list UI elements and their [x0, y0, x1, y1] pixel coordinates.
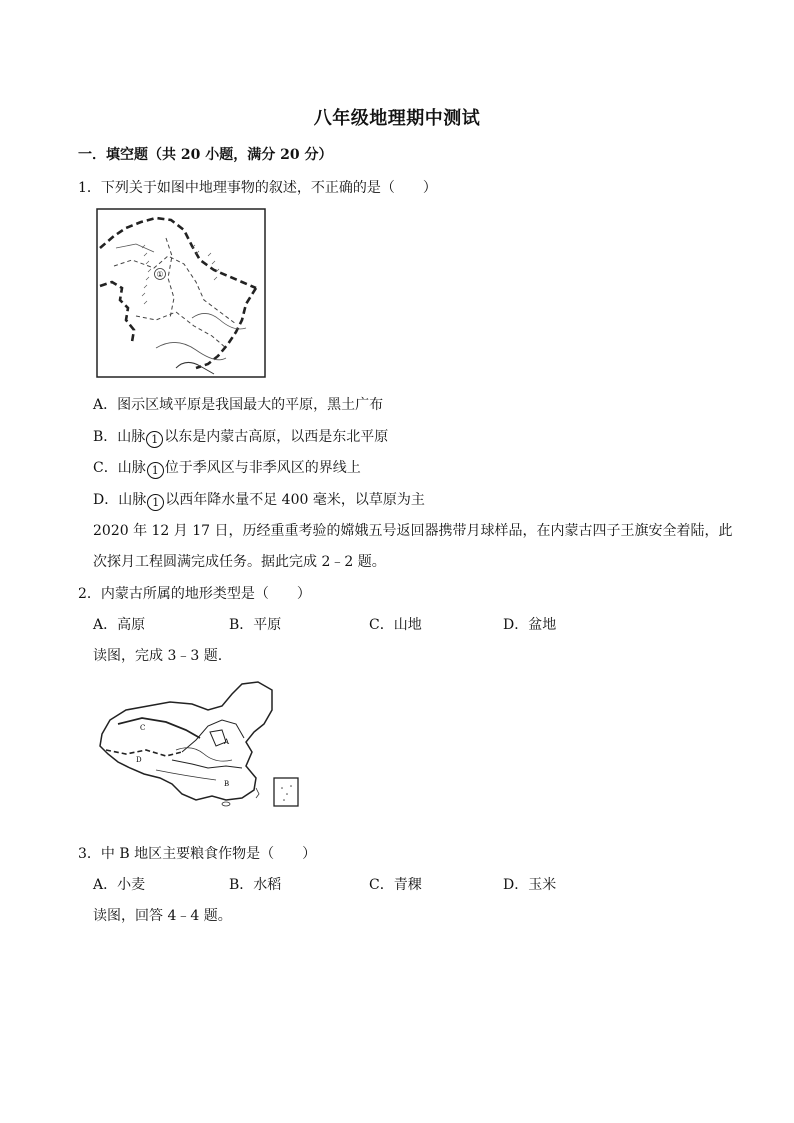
q1-option-b-text: 以东是内蒙古高原，以西是东北平原	[164, 429, 389, 445]
map2-label-a: A	[224, 738, 230, 746]
q1-option-b-prefix: B．山脉	[93, 429, 146, 445]
q2-option-d[interactable]: D．盆地	[503, 617, 557, 633]
china-regions-map	[96, 680, 308, 810]
northeast-china-map	[96, 208, 266, 378]
circled-number-1: 1	[146, 431, 163, 448]
read-map-instruction-3: 读图，完成 3﹣3 题.	[93, 648, 223, 664]
passage-line-2: 次探月工程圆满完成任务。据此完成 2﹣2 题。	[93, 554, 386, 570]
circled-number-1: 1	[147, 462, 164, 479]
q1-option-c-text: 位于季风区与非季风区的界线上	[164, 460, 361, 476]
q3-option-c[interactable]: C．青稞	[369, 877, 422, 893]
passage-line-1: 2020 年 12 月 17 日，历经重重考验的嫦娥五号返回器携带月球样品，在内蒙古四子王旗安全着陆，此	[93, 523, 733, 539]
section-heading: 一．填空题（共 20 小题，满分 20 分）	[78, 147, 333, 163]
q1-option-d-text: 以西年降水量不足 400 毫米，以草原为主	[165, 492, 425, 508]
question-1-stem: 1．下列关于如图中地理事物的叙述，不正确的是（ ）	[78, 180, 437, 196]
q1-option-c[interactable]	[93, 457, 361, 479]
q3-option-a[interactable]: A．小麦	[93, 877, 146, 893]
map2-label-c: C	[140, 724, 146, 732]
q1-option-d[interactable]	[93, 489, 425, 511]
map1-mountain-label: ①	[156, 270, 164, 279]
q1-option-c-prefix: C．山脉	[93, 460, 146, 476]
read-map-instruction-4: 读图，回答 4﹣4 题。	[93, 908, 232, 924]
circled-number-1: 1	[147, 494, 164, 511]
question-3-stem: 3．中 B 地区主要粮食作物是（ ）	[78, 846, 317, 862]
map2-label-d: D	[136, 756, 142, 764]
q3-options-row	[93, 874, 693, 894]
q1-option-b[interactable]	[93, 426, 388, 448]
question-2-stem: 2．内蒙古所属的地形类型是（ ）	[78, 586, 311, 602]
q2-option-a[interactable]: A．高原	[93, 617, 146, 633]
q2-options-row	[93, 614, 693, 634]
q3-option-d[interactable]: D．玉米	[503, 877, 557, 893]
q1-option-a[interactable]: A．图示区域平原是我国最大的平原，黑土广布	[93, 397, 384, 413]
q3-option-b[interactable]: B．水稻	[229, 877, 282, 893]
q2-option-c[interactable]: C．山地	[369, 617, 422, 633]
q2-option-b[interactable]: B．平原	[229, 617, 282, 633]
q1-option-d-prefix: D．山脉	[93, 492, 147, 508]
page-title: 八年级地理期中测试	[313, 108, 481, 129]
map2-label-b: B	[224, 780, 230, 788]
